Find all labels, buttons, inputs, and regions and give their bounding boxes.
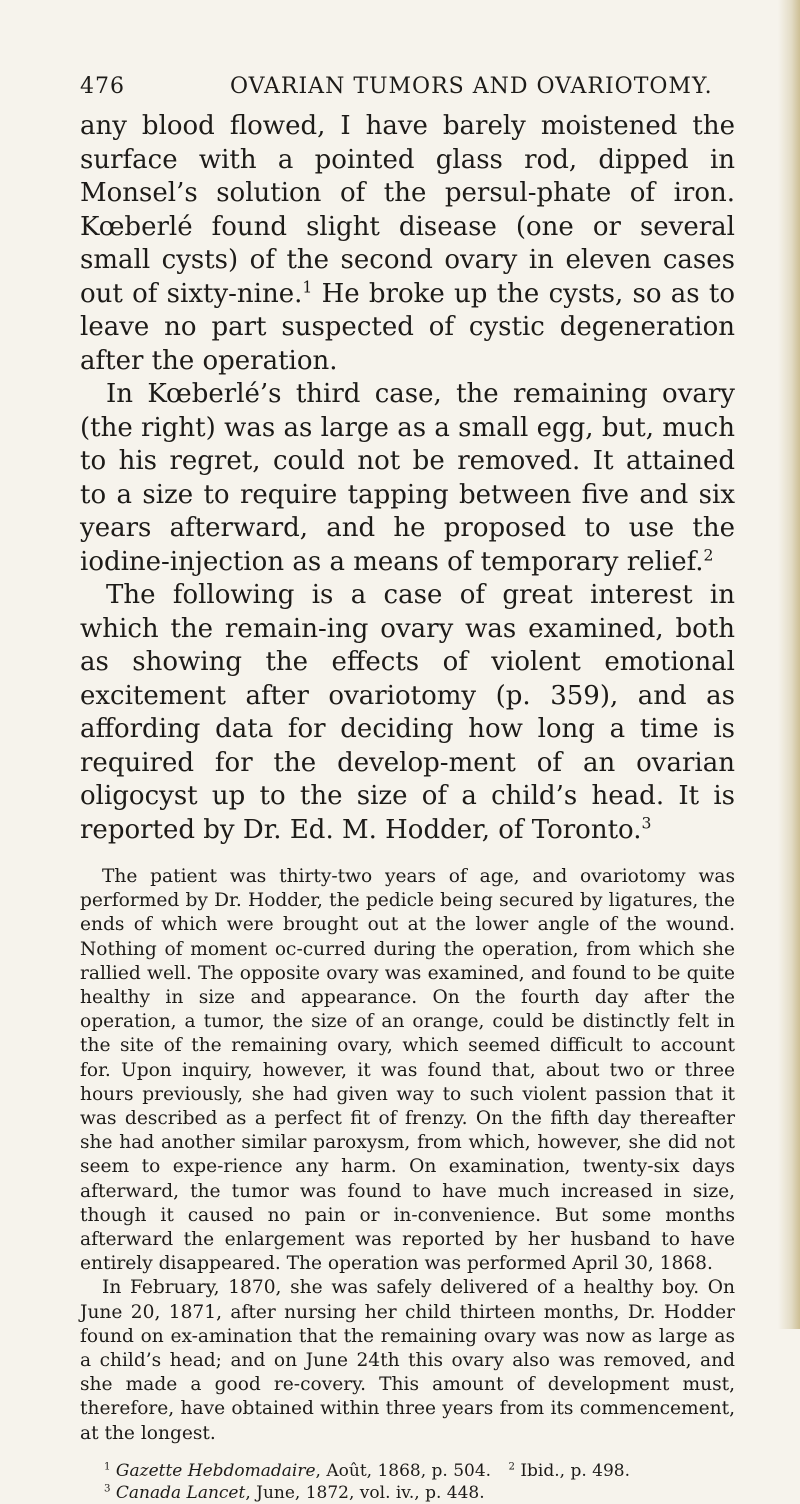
paragraph-3: The following is a case of great interest in which the remain-ing ovary was examined, both as showing the effects of violent emotional excitement after ovariotomy (p. 359), and as affording data for deciding how long a time is required for the develop-ment of an ovarian oligocyst up to the size of a child’s head. It is reported by Dr. Ed. M. Hodder, of Toronto.$^3$: [80, 580, 735, 845]
footnotes: [80, 1460, 735, 1504]
paragraph-1: any blood flowed, I have barely moistened the surface with a pointed glass rod, dipped in Monsel’s solution of the persul-phate of iron. Kœberlé found slight disease (one or several small cysts) of the second ovary in eleven cases out of sixty-nine.$^1$ He broke up the cysts, so as to leave no part suspected of cystic degeneration after the operation.: [80, 111, 735, 376]
running-title: OVARIAN TUMORS AND OVARIOTOMY.: [230, 74, 713, 99]
footnote-3: $^3$ Canada Lancet, June, 1872, vol. iv., p. 448.: [104, 1482, 485, 1503]
footnote-1: $^1$ Gazette Hebdomadaire, Août, 1868, p. 504.: [104, 1460, 492, 1481]
page-header: [80, 74, 730, 104]
case-paragraph-2: In February, 1870, she was safely delivered of a healthy boy. On June 20, 1871, after nursing her child thirteen months, Dr. Hodder found on ex-amination that the remaining ovary was now as large as a child’s head; and on June 24th this ovary also was removed, and she made a good re-covery. This amount of development must, therefore, have obtained within three years from its commencement, at the longest.: [80, 1277, 735, 1444]
main-text: [80, 110, 735, 847]
page-number: 476: [80, 74, 125, 99]
footnote-ref-2: 2: [703, 545, 714, 564]
page-edge-shading: [778, 0, 800, 1329]
footnote-ref-1: 1: [302, 277, 313, 296]
paragraph-2: In Kœberlé’s third case, the remaining ovary (the right) was as large as a small egg, but, much to his regret, could not be removed. It attained to a size to require tapping between five and six years afterward, and he proposed to use the iodine-injection as a means of temporary relief.$^2$: [80, 379, 735, 577]
footnote-ref-3: 3: [641, 813, 652, 832]
page-body: [80, 110, 735, 1504]
footnote-2: $^2$ Ibid., p. 498.: [508, 1460, 630, 1481]
case-report: [80, 865, 735, 1446]
case-paragraph-1: The patient was thirty-two years of age, and ovariotomy was performed by Dr. Hodder, the pedicle being secured by ligatures, the ends of which were brought out at the lower angle of the wound. Nothing of moment oc-curred during the operation, from which she rallied well. The opposite ovary was examined, and found to be quite healthy in size and appearance. On the fourth day after the operation, a tumor, the size of an orange, could be distinctly felt in the site of the remaining ovary, which seemed difficult to account for. Upon inquiry, however, it was found that, about two or three hours previously, she had given way to such violent passion that it was described as a perfect fit of frenzy. On the fifth day thereafter she had another similar paroxysm, from which, however, she did not seem to expe-rience any harm. On examination, twenty-six days afterward, the tumor was found to have much increased in size, though it caused no pain or in-convenience. But some months afterward the enlargement was reported by her husband to have entirely disappeared. The operation was performed April 30, 1868.: [80, 866, 735, 1275]
